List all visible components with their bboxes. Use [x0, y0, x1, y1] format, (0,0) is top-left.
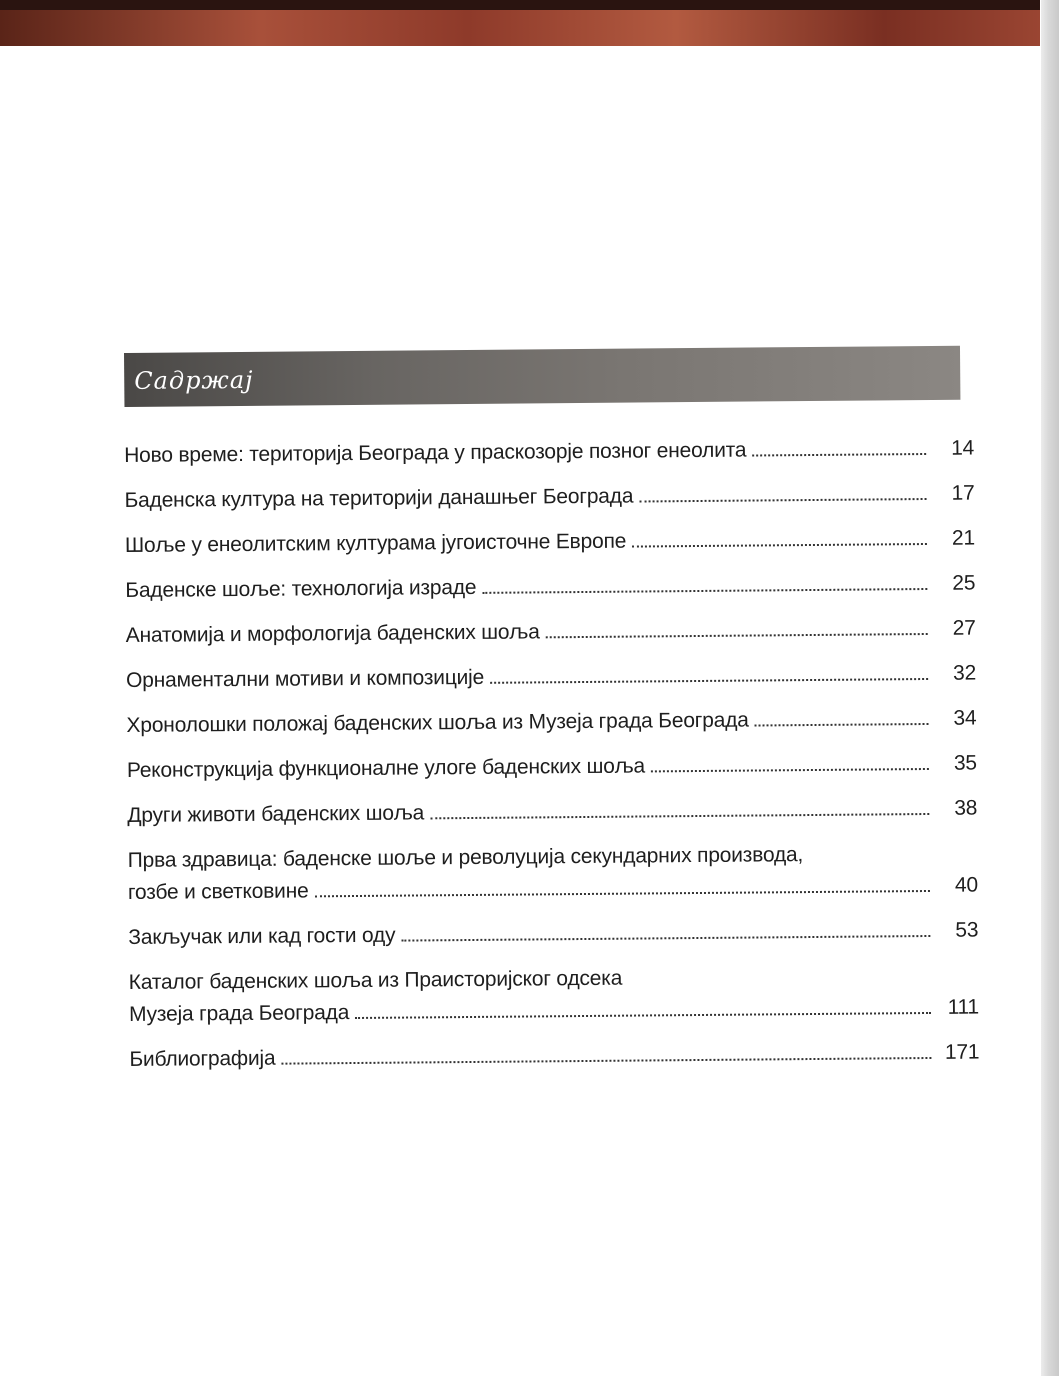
toc-entry-page: 53 [955, 918, 979, 942]
toc-entry-title: Баденска култура на територији данашњег Београда [124, 484, 634, 512]
toc-leader-dots [281, 1057, 931, 1065]
toc-leader-dots [755, 723, 929, 727]
toc-leader-dots [430, 813, 929, 819]
toc-entry[interactable] [124, 433, 974, 472]
toc-entry-title: Шоље у енеолитским културама југоисточне Европе [124, 529, 627, 557]
toc-leader-dots [315, 890, 930, 897]
toc-entry[interactable] [127, 793, 977, 832]
toc-entry[interactable] [126, 703, 976, 742]
toc-entry-title-line1: Прва здравица: баденске шоље и револуција секундарних производа, [127, 843, 804, 872]
toc-entry[interactable] [126, 613, 976, 652]
toc-entry-title-line2: гозбе и светковине [127, 879, 309, 904]
toc-leader-dots [632, 543, 927, 548]
toc-entry-page: 14 [951, 436, 975, 460]
toc-entry[interactable] [125, 523, 975, 562]
toc-entry-title: Анатомија и морфологија баденских шоља [125, 620, 540, 647]
toc-entry[interactable] [129, 960, 980, 1031]
toc-entry-title-line2: Музеја града Београда [128, 1001, 350, 1026]
toc-entry-title: Реконструкција функционалне улоге баденских шоља [126, 754, 646, 782]
toc-entry-title: Други животи баденских шоља [127, 801, 425, 827]
toc-leader-dots [651, 768, 929, 772]
toc-entry-page: 111 [947, 995, 980, 1019]
toc-entry[interactable] [124, 478, 974, 517]
toc-entry-page: 32 [952, 661, 977, 685]
toc-entry[interactable] [129, 1037, 979, 1076]
toc-entry-page: 34 [953, 706, 977, 730]
scan-page-edge [1041, 0, 1059, 1376]
toc-entry-title: Орнаментални мотиви и композиције [125, 665, 485, 692]
cover-edge-shadow [0, 0, 1040, 10]
toc-entry-page: 27 [952, 616, 976, 640]
toc-leader-dots [355, 1012, 931, 1019]
toc-entry-page: 171 [944, 1040, 980, 1064]
contents-heading: Садржај [134, 365, 254, 395]
toc-entry-page: 35 [953, 751, 977, 775]
toc-entry-title: Закључак или кад гости оду [128, 923, 396, 949]
toc-entry[interactable] [128, 838, 979, 909]
toc-entry[interactable] [127, 748, 977, 787]
toc-entry[interactable] [128, 915, 978, 954]
toc-entry-title: Баденске шоље: технологија израде [125, 575, 477, 602]
toc-entry-page: 40 [954, 873, 979, 897]
toc-leader-dots [482, 588, 927, 594]
contents-heading-bar [124, 346, 960, 407]
toc-entry-page: 25 [952, 571, 976, 595]
toc-leader-dots [490, 678, 928, 684]
toc-leader-dots [546, 633, 928, 638]
toc-entry[interactable] [125, 568, 975, 607]
toc-entry-page: 17 [951, 481, 975, 505]
toc-entry-title: Ново време: територија Београда у праскозорје позног енеолита [124, 438, 747, 467]
toc-entry-title: Хронолошки положај баденских шоља из Музеја града Београда [126, 708, 749, 737]
table-of-contents [124, 433, 980, 1089]
toc-entry-page: 21 [951, 526, 975, 550]
toc-leader-dots [401, 935, 930, 942]
toc-leader-dots [639, 498, 926, 503]
toc-entry[interactable] [126, 658, 976, 697]
toc-entry-title: Библиографија [129, 1046, 276, 1071]
toc-leader-dots [752, 453, 926, 457]
toc-entry-title-line1: Каталог баденских шоља из Праисторијског одсека [128, 966, 623, 994]
toc-entry-page: 38 [954, 796, 978, 820]
